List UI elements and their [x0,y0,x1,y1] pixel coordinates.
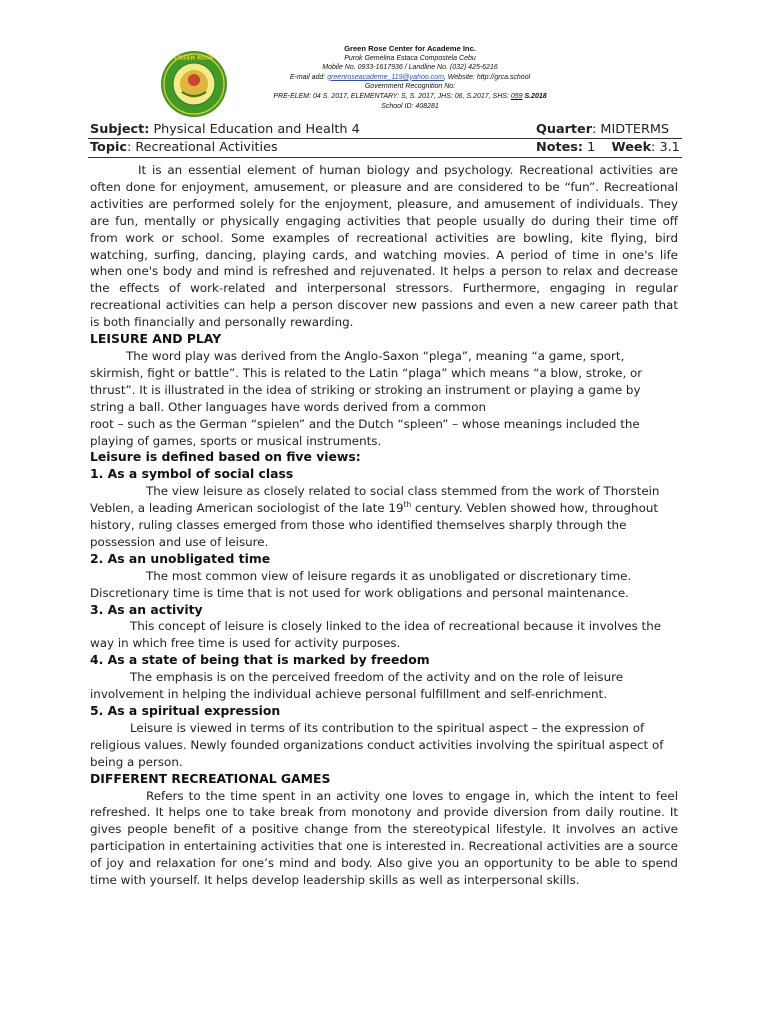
topic-value: : Recreational Activities [126,140,278,155]
divider [88,157,682,158]
heading-view-5: 5. As a spiritual expression [90,703,281,718]
view-4-paragraph: The emphasis is on the perceived freedom of the activity and on the role of leisure involvement in helping the individual achieve personal fulfillment and self-enrichment. [90,670,624,702]
heading-recreational-games: DIFFERENT RECREATIONAL GAMES [90,770,331,786]
notes-value: 1 [583,140,596,155]
recognition-label: Government Recognition No: [364,83,456,91]
lesson-body [90,162,678,889]
subject-label: Subject: [90,122,150,137]
topic-label: Topic [90,140,127,155]
levels-text: PRE-ELEM: 04 S. 2017, ELEMENTARY: S, S. 2017, JHS: 06, S.2017, SHS: [273,92,509,100]
quarter [536,121,669,138]
heading-five-views: Leisure is defined based on five views: [90,449,361,465]
subject-row [90,121,680,138]
logo-text: GREEN ROSE [174,55,214,62]
school-address: Purok Gemelina Estaca Compostela Cebu [344,54,476,62]
view-2-paragraph: The most common view of leisure regards it as unobligated or discretionary time. Discretionary time is time that is not used for work obligations and personal maintenance. [90,568,632,600]
heading-view-3: 3. As an activity [90,601,203,617]
levels-line [225,92,595,102]
website-text: , Website: http://grca.school [443,73,531,81]
levels-shs-number: 059 [510,92,523,100]
view-1-text-b: century. Veblen showed how, throughout history, ruling classes emerged from those who identified themselves sharply through the possession and use of leisure. [90,501,659,549]
heading-view-1: 1. As a symbol of social class [90,466,294,482]
school-name: Green Rose Center for Academe Inc. [344,44,476,53]
heading-view-2: 2. As an unobligated time [90,550,271,566]
email-link[interactable]: greenroseacademe_119@yahoo.com [327,73,444,81]
quarter-label: Quarter [536,122,593,137]
view-1-text-a: The view leisure as closely related to social class stemmed from the work of Thorstein Veblen, a leading American sociologist of the late 19 [90,484,660,516]
school-email-line [225,73,595,83]
view-5-paragraph: Leisure is viewed in terms of its contribution to the spiritual aspect – the expression of religious values. Newly founded organizations conduct activities involving the spiritual aspect of being a person. [90,720,664,769]
intro-paragraph: It is an essential element of human biology and psychology. Recreational activities are often done for enjoyment, amusement, or pleasure and are considered to be “fun”. Recreational activities are performed solely for the enjoyment, pleasure, and amusement of individuals. They are fun, mentally or physically engaging activities that people usually do during their time off from work or school. Some examples of recreational activities are bowling, kite flying, bird watching, surfing, dancing, playing cards, and watching movies. A period of time in one's life when one's body and mind is refreshed and rejuvenated. It helps a person to relax and decrease the effects of work-related and interpersonal stressors. Furthermore, engaging in regular recreational activities can help a person discover new passions and even a new career path that is both financially and personally rewarding. [90,163,678,330]
school-id: School ID: 408281 [381,102,439,110]
heading-leisure-and-play: LEISURE AND PLAY [90,331,222,347]
play-paragraph: The word play was derived from the Anglo-Saxon “plega”, meaning “a game, sport, skirmish, fight or battle”. This is related to the Latin “plaga” which means “a blow, stroke, or thrust”. It is illustrated in the idea of striking or stroking an instrument or playing a game by string a ball. Other languages have words derived from a common [90,348,643,414]
week-label: Week [611,140,652,155]
heading-view-4: 4. As a state of being that is marked by freedom [90,652,430,668]
view-3-paragraph: This concept of leisure is closely linked to the idea of recreational because it involves the way in which free time is used for activity purposes. [90,619,662,651]
levels-year: S.2018 [524,92,547,100]
view-1-superscript: th [403,500,412,510]
subject-value: Physical Education and Health 4 [149,122,360,137]
notes-week [536,139,680,156]
topic-row [90,139,680,156]
letterhead [225,44,595,111]
play-paragraph-continued: root – such as the German “spielen” and the Dutch “spleen” – whose meanings included the playing of games, sports or musical instruments. [90,416,640,448]
view-1-paragraph [90,483,678,551]
school-contact: Mobile No. 0933-1617936 / Landline No. (032) 425-6216 [322,64,498,72]
games-paragraph: Refers to the time spent in an activity one loves to engage in, which the intent to feel refreshed. It helps one to take break from monotony and provide diversion from daily routine. It gives people benefit of a positive change from the stereotypical lifestyle. It involves an active participation in entertaining activities that one is interested in. Recreational activities are a source of joy and relaxation for one’s mind and body. Also give you an opportunity to be able to spend time with yourself. It helps develop leadership skills as well as interpersonal skills. [90,788,678,888]
week-value: : 3.1 [651,140,680,155]
email-label: E-mail add: [289,73,326,81]
quarter-value: : MIDTERMS [592,122,670,137]
school-logo [160,50,228,118]
notes-label: Notes: [536,140,584,155]
